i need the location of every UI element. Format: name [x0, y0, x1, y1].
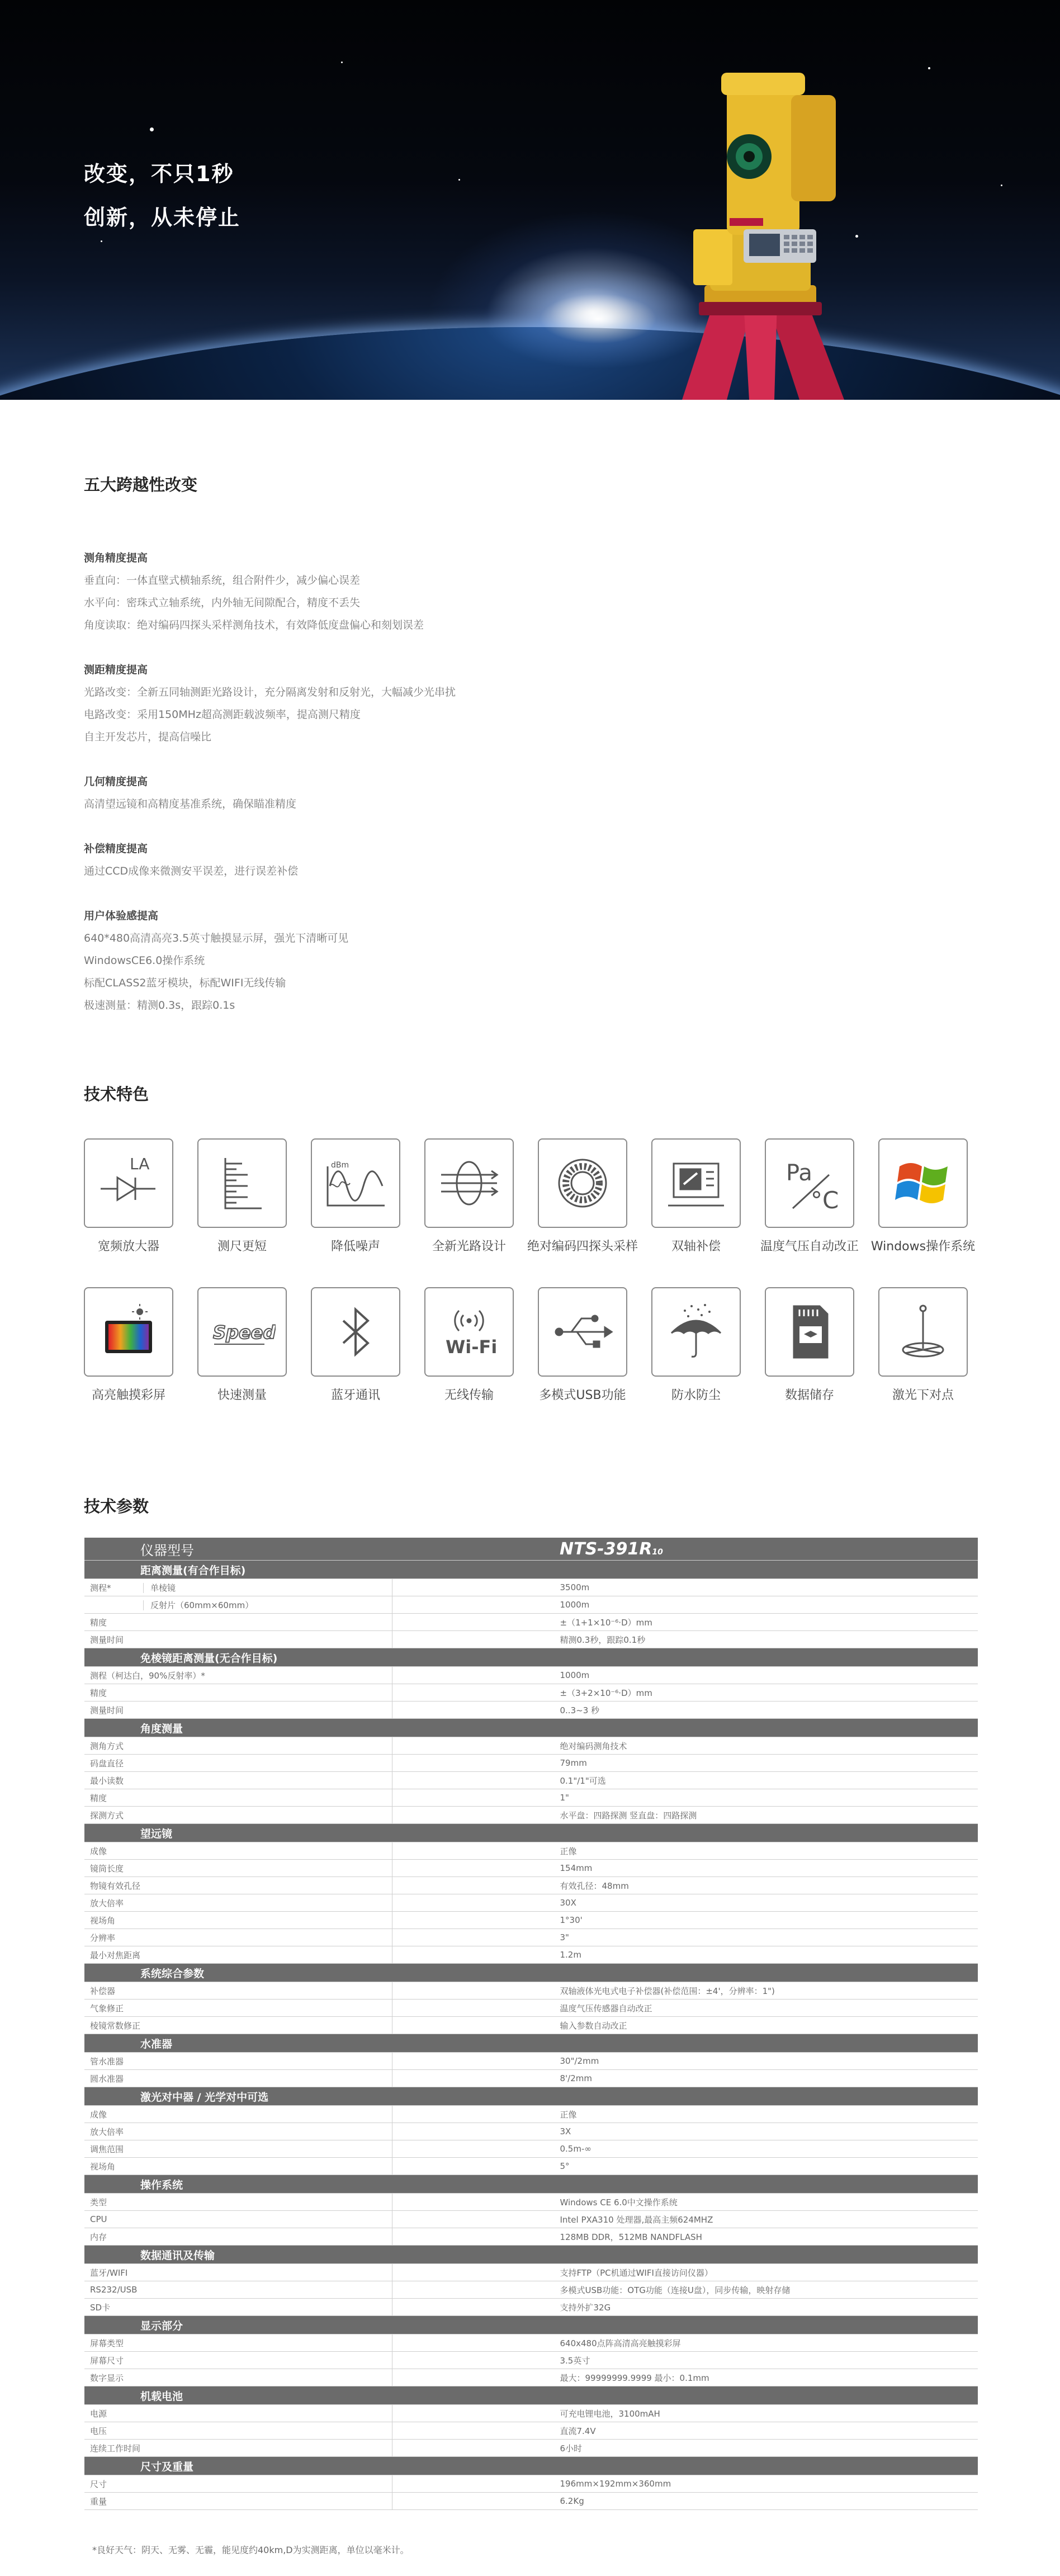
improvement-distance — [84, 659, 456, 748]
dual-axis-icon — [651, 1138, 741, 1228]
improvement-compensation — [84, 838, 298, 882]
improvement-line: 垂直向：一体直壁式横轴系统，组合附件少，减少偏心误差 — [84, 574, 361, 587]
spec-key: 圆水准器 — [84, 2070, 392, 2087]
spec-key: SD卡 — [84, 2299, 392, 2316]
spec-group-title: 数据通讯及传输 — [84, 2246, 978, 2264]
spec-row — [84, 1755, 978, 1772]
spec-group-row — [84, 2087, 978, 2106]
feature-label: 测尺更短 — [217, 1240, 267, 1254]
feature-label: 无线传输 — [444, 1388, 494, 1402]
spec-value: 30"/2mm — [392, 2053, 978, 2070]
spec-group-row — [84, 2386, 978, 2405]
spec-row — [84, 1701, 978, 1719]
spec-value: 640x480点阵高清高亮触摸彩屏 — [392, 2334, 978, 2352]
svg-text:LA: LA — [130, 1155, 150, 1173]
spec-group-title: 尺寸及重量 — [84, 2457, 978, 2475]
improvement-heading: 测距精度提高 — [84, 664, 148, 676]
spec-model-name: NTS-391R — [560, 1539, 652, 1559]
spec-row — [84, 1894, 978, 1912]
spec-value: 6.2Kg — [392, 2493, 978, 2510]
spec-value: 196mm×192mm×360mm — [392, 2475, 978, 2493]
feature-label: 数据储存 — [784, 1388, 834, 1402]
spec-key: 镜筒长度 — [84, 1860, 392, 1877]
feature-label: 多模式USB功能 — [539, 1388, 626, 1402]
spec-value: 30X — [392, 1894, 978, 1912]
feature-label: Windows操作系统 — [870, 1240, 976, 1254]
spec-value: 0.1"/1"可选 — [392, 1772, 978, 1789]
star — [458, 179, 460, 181]
spec-key: 视场角 — [84, 1912, 392, 1929]
spec-value: 5° — [392, 2158, 978, 2175]
improvement-line: 极速测量：精测0.3s，跟踪0.1s — [84, 999, 235, 1012]
windows-logo-icon — [878, 1138, 968, 1228]
feature-label: 宽频放大器 — [97, 1240, 159, 1254]
improvement-line: 电路改变：采用150MHz超高测距载波频率，提高测尺精度 — [84, 708, 361, 721]
spec-key-main: 测程* — [90, 1582, 111, 1593]
hero-banner — [0, 0, 1060, 400]
spec-value: 1.2m — [392, 1946, 978, 1964]
spec-row — [84, 2493, 978, 2510]
spec-group-row — [84, 2175, 978, 2194]
improvement-heading: 用户体验感提高 — [84, 910, 159, 922]
spec-key: 数字显示 — [84, 2369, 392, 2386]
spec-value: 8'/2mm — [392, 2070, 978, 2087]
spec-value: 154mm — [392, 1860, 978, 1877]
spec-value: 水平盘：四路探测 竖直盘：四路探测 — [392, 1807, 978, 1824]
spec-key — [84, 1579, 392, 1596]
spec-key: 码盘直径 — [84, 1755, 392, 1772]
spec-value: 1000m — [392, 1667, 978, 1684]
spec-row — [84, 2228, 978, 2246]
star — [150, 127, 154, 131]
spec-value: Windows CE 6.0中文操作系统 — [392, 2194, 978, 2211]
spec-key: 精度 — [84, 1789, 392, 1807]
spec-row — [84, 2053, 978, 2070]
spec-row — [84, 1982, 978, 2000]
spec-row — [84, 1614, 978, 1631]
spec-value: 1000m — [392, 1596, 978, 1614]
amplifier-icon — [84, 1138, 173, 1228]
star — [1001, 185, 1002, 186]
spec-group-title: 操作系统 — [84, 2175, 978, 2194]
svg-text:dBm: dBm — [331, 1161, 349, 1170]
section-title-specs: 技术参数 — [84, 1497, 149, 1516]
spec-key: 成像 — [84, 1842, 392, 1860]
improvement-heading: 补偿精度提高 — [84, 843, 148, 855]
feature-label: 防水防尘 — [671, 1388, 721, 1402]
spec-row — [84, 2352, 978, 2369]
spec-value: 可充电锂电池，3100mAH — [392, 2405, 978, 2422]
wifi-icon — [424, 1287, 514, 1377]
noise-wave-icon — [311, 1138, 400, 1228]
improvement-heading: 测角精度提高 — [84, 552, 148, 564]
spec-row — [84, 1929, 978, 1946]
spec-group-title: 角度测量 — [84, 1719, 978, 1737]
improvement-line: 高清望远镜和高精度基准系统，确保瞄准精度 — [84, 798, 297, 810]
spec-key: 蓝牙/WIFI — [84, 2264, 392, 2281]
color-screen-icon — [84, 1287, 173, 1377]
spec-key: 探测方式 — [84, 1807, 392, 1824]
spec-value: 支持FTP（PC机通过WIFI直接访问仪器） — [392, 2264, 978, 2281]
spec-key: 精度 — [84, 1684, 392, 1701]
total-station-illustration — [660, 62, 861, 400]
spec-key: 电源 — [84, 2405, 392, 2422]
spec-row — [84, 2194, 978, 2211]
spec-row — [84, 1860, 978, 1877]
spec-value: 温度气压传感器自动改正 — [392, 2000, 978, 2017]
spec-row — [84, 1946, 978, 1964]
spec-value: 有效孔径：48mm — [392, 1877, 978, 1894]
spec-key: RS232/USB — [84, 2281, 392, 2299]
star — [928, 67, 930, 69]
spec-value: 79mm — [392, 1755, 978, 1772]
improvement-line: 光路改变：全新五同轴测距光路设计，充分隔离发射和反射光，大幅减少光串扰 — [84, 686, 456, 698]
feature-label: 绝对编码四探头采样 — [527, 1240, 638, 1254]
spec-key: 放大倍率 — [84, 1894, 392, 1912]
spec-row — [84, 1579, 978, 1596]
usb-icon — [538, 1287, 627, 1377]
spec-key: 调焦范围 — [84, 2140, 392, 2158]
spec-row — [84, 2475, 978, 2493]
spec-value: 0.5m-∞ — [392, 2140, 978, 2158]
feature-label: 降低噪声 — [330, 1240, 380, 1254]
spec-header-row — [84, 1538, 978, 1561]
spec-key: 类型 — [84, 2194, 392, 2211]
section-title-features: 技术特色 — [84, 1085, 149, 1104]
improvement-geometry — [84, 771, 296, 815]
spec-group-row — [84, 1719, 978, 1737]
ruler-icon — [197, 1138, 287, 1228]
star — [341, 62, 343, 63]
spec-value: 输入参数自动改正 — [392, 2017, 978, 2034]
spec-key: 屏幕尺寸 — [84, 2352, 392, 2369]
spec-key: 测程（柯达白，90%反射率）* — [84, 1667, 392, 1684]
spec-row — [84, 2123, 978, 2140]
feature-label: 高亮触摸彩屏 — [91, 1388, 165, 1402]
laser-plummet-icon — [878, 1287, 968, 1377]
improvement-angle — [84, 547, 424, 636]
feature-label: 全新光路设计 — [432, 1240, 506, 1254]
spec-key: CPU — [84, 2211, 392, 2228]
spec-value: 3.5英寸 — [392, 2352, 978, 2369]
spec-row — [84, 2211, 978, 2228]
spec-row — [84, 1842, 978, 1860]
spec-row — [84, 1789, 978, 1807]
feature-label: 激光下对点 — [892, 1388, 954, 1402]
spec-key: 最小对焦距离 — [84, 1946, 392, 1964]
spec-group-title: 机载电池 — [84, 2386, 978, 2405]
feature-label: 温度气压自动改正 — [760, 1240, 859, 1254]
spec-value: ±（1+1×10⁻⁶·D）mm — [392, 1614, 978, 1631]
spec-row — [84, 2422, 978, 2440]
section-title-improvements: 五大跨越性改变 — [84, 475, 198, 494]
spec-key: 精度 — [84, 1614, 392, 1631]
spec-key: 分辨率 — [84, 1929, 392, 1946]
spec-group-title: 系统综合参数 — [84, 1964, 978, 1982]
spec-row — [84, 2000, 978, 2017]
spec-group-title: 望远镜 — [84, 1824, 978, 1842]
spec-value: 3500m — [392, 1579, 978, 1596]
spec-group-row — [84, 1648, 978, 1667]
spec-key-sub: 单棱镜 — [143, 1583, 176, 1593]
improvement-line: WindowsCE6.0操作系统 — [84, 954, 205, 967]
spec-key: 内存 — [84, 2228, 392, 2246]
spec-group-row — [84, 2316, 978, 2334]
spec-value: 直流7.4V — [392, 2422, 978, 2440]
star — [101, 240, 102, 242]
spec-header-label: 仪器型号 — [84, 1538, 392, 1561]
spec-key: 补偿器 — [84, 1982, 392, 2000]
hero-headline-2: 创新，从未停止 — [84, 205, 241, 230]
spec-key: 棱镜常数修正 — [84, 2017, 392, 2034]
hero-headline-1: 改变，不只1秒 — [84, 162, 234, 186]
spec-value: 6小时 — [392, 2440, 978, 2457]
spec-value: 0..3~3 秒 — [392, 1701, 978, 1719]
improvement-line: 水平向：密珠式立轴系统，内外轴无间隙配合，精度不丢失 — [84, 597, 361, 609]
improvement-heading: 几何精度提高 — [84, 776, 148, 788]
feature-label: 双轴补偿 — [671, 1240, 721, 1254]
spec-value: 正像 — [392, 1842, 978, 1860]
spec-group-row — [84, 2246, 978, 2264]
spec-footnote: *良好天气：阴天、无雾、无霾，能见度约40km,D为实测距离，单位以毫米计。 — [92, 2545, 409, 2555]
spec-row — [84, 2140, 978, 2158]
spec-key: 测量时间 — [84, 1631, 392, 1648]
spec-group-title: 显示部分 — [84, 2316, 978, 2334]
spec-group-title: 免棱镜距离测量(无合作目标) — [84, 1648, 978, 1667]
spec-row — [84, 2369, 978, 2386]
spec-row — [84, 1877, 978, 1894]
spec-value: 双轴液体光电式电子补偿器(补偿范围：±4'，分辨率：1") — [392, 1982, 978, 2000]
spec-row — [84, 2158, 978, 2175]
spec-row — [84, 2299, 978, 2316]
spec-group-title: 激光对中器 / 光学对中可选 — [84, 2087, 978, 2106]
spec-key: 重量 — [84, 2493, 392, 2510]
spec-key: 视场角 — [84, 2158, 392, 2175]
improvement-user-experience — [84, 905, 348, 1017]
spec-row — [84, 2405, 978, 2422]
spec-value: 128MB DDR，512MB NANDFLASH — [392, 2228, 978, 2246]
feature-label: 蓝牙通讯 — [330, 1388, 380, 1402]
spec-key — [84, 1596, 392, 1614]
svg-text:Pa: Pa — [786, 1160, 812, 1186]
spec-row — [84, 1667, 978, 1684]
feature-label: 快速测量 — [217, 1388, 267, 1402]
spec-value: 正像 — [392, 2106, 978, 2123]
spec-row — [84, 1807, 978, 1824]
improvement-line: 640*480高清高亮3.5英寸触摸显示屏，强光下清晰可见 — [84, 932, 349, 944]
bluetooth-icon — [311, 1287, 400, 1377]
improvement-line: 通过CCD成像来微测安平误差，进行误差补偿 — [84, 865, 299, 877]
svg-text:Speed: Speed — [213, 1322, 276, 1343]
spec-key: 尺寸 — [84, 2475, 392, 2493]
spec-row — [84, 2334, 978, 2352]
spec-row — [84, 1737, 978, 1755]
spec-key: 屏幕类型 — [84, 2334, 392, 2352]
speed-icon — [197, 1287, 287, 1377]
spec-group-title: 水准器 — [84, 2034, 978, 2053]
spec-table — [84, 1538, 978, 2510]
spec-row — [84, 2070, 978, 2087]
spec-row — [84, 2106, 978, 2123]
spec-value: Intel PXA310 处理器,最高主频624MHZ — [392, 2211, 978, 2228]
spec-key: 管水准器 — [84, 2053, 392, 2070]
spec-key: 放大倍率 — [84, 2123, 392, 2140]
spec-group-row — [84, 2034, 978, 2053]
spec-group-row — [84, 2457, 978, 2475]
svg-text:°C: °C — [811, 1187, 839, 1214]
improvement-line: 标配CLASS2蓝牙模块，标配WIFI无线传输 — [84, 977, 286, 989]
spec-row — [84, 2017, 978, 2034]
spec-key: 气象修正 — [84, 2000, 392, 2017]
spec-value: 3" — [392, 1929, 978, 1946]
spec-key: 成像 — [84, 2106, 392, 2123]
umbrella-icon — [651, 1287, 741, 1377]
spec-key: 最小读数 — [84, 1772, 392, 1789]
spec-value: 1" — [392, 1789, 978, 1807]
improvement-line: 自主开发芯片，提高信噪比 — [84, 731, 212, 743]
spec-value: 精测0.3秒，跟踪0.1秒 — [392, 1631, 978, 1648]
spec-row — [84, 2440, 978, 2457]
spec-row — [84, 1912, 978, 1929]
spec-group-title: 距离测量(有合作目标) — [84, 1561, 978, 1579]
spec-value: 3X — [392, 2123, 978, 2140]
spec-value: 最大：99999999.9999 最小：0.1mm — [392, 2369, 978, 2386]
spec-key: 测量时间 — [84, 1701, 392, 1719]
spec-group-row — [84, 1824, 978, 1842]
sd-card-icon — [765, 1287, 854, 1377]
spec-value: 1°30' — [392, 1912, 978, 1929]
improvement-line: 角度读取：绝对编码四探头采样测角技术，有效降低度盘偏心和刻划误差 — [84, 619, 424, 631]
spec-row — [84, 1631, 978, 1648]
encoder-disk-icon — [538, 1138, 627, 1228]
spec-value: 多模式USB功能：OTG功能（连接U盘），同步传输，映射存储 — [392, 2281, 978, 2299]
spec-key: 物镜有效孔径 — [84, 1877, 392, 1894]
spec-value: 绝对编码测角技术 — [392, 1737, 978, 1755]
spec-row — [84, 1684, 978, 1701]
spec-group-row — [84, 1561, 978, 1579]
spec-key: 电压 — [84, 2422, 392, 2440]
spec-row — [84, 1772, 978, 1789]
spec-model-cell — [392, 1538, 978, 1561]
spec-row — [84, 2281, 978, 2299]
spec-value: ±（3+2×10⁻⁶·D）mm — [392, 1684, 978, 1701]
spec-model-suffix: 10 — [652, 1547, 663, 1557]
spec-group-row — [84, 1964, 978, 1982]
svg-text:Wi-Fi: Wi-Fi — [446, 1336, 498, 1358]
spec-row — [84, 2264, 978, 2281]
spec-value: 支持外扩32G — [392, 2299, 978, 2316]
pressure-temperature-icon — [765, 1138, 854, 1228]
spec-row — [84, 1596, 978, 1614]
spec-key-sub: 反射片（60mm×60mm） — [143, 1600, 253, 1610]
spec-key: 测角方式 — [84, 1737, 392, 1755]
optical-path-icon — [424, 1138, 514, 1228]
spec-key: 连续工作时间 — [84, 2440, 392, 2457]
